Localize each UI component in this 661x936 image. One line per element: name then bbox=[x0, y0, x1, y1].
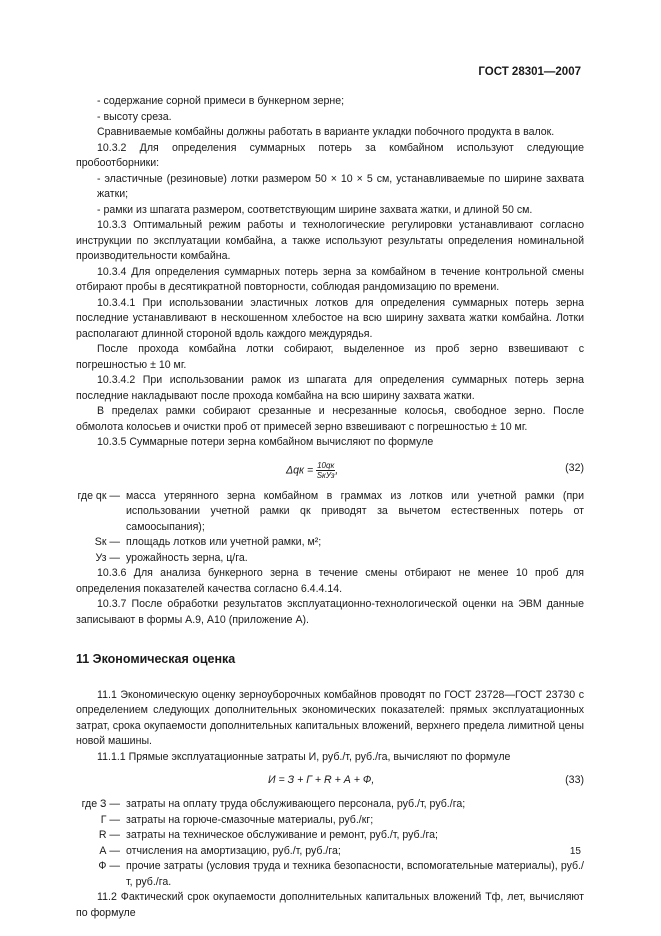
paragraphs-top bbox=[76, 94, 584, 451]
formula-33-number: (33) bbox=[565, 774, 584, 786]
page-number: 15 bbox=[569, 846, 581, 857]
paragraph: 11.1.1 Прямые эксплуатационные затраты И, руб./т, руб./га, вычисляют по формуле bbox=[97, 750, 511, 763]
paragraph: 10.3.6 Для анализа бункерного зерна в течение смены отбирают не менее 10 проб для определения показателей качества согласно 6.4.4.14. bbox=[76, 567, 584, 595]
paragraph: 10.3.4 Для определения суммарных потерь зерна за комбайном в течение контрольной смены отбирают пробы в десятикратной повторности, соблюдая рандомизацию по времени. bbox=[76, 265, 584, 293]
formula-32-expression bbox=[286, 461, 338, 480]
formula-33-definitions bbox=[50, 797, 584, 890]
definition-row bbox=[50, 828, 584, 844]
definition-symbol: Г — bbox=[100, 813, 120, 826]
definition-text: прочие затраты (условия труда и техника безопасности, вспомогательные материалы), руб./т, руб./га. bbox=[126, 860, 584, 888]
definition-text: масса утерянного зерна комбайном в граммах из лотков или учетной рамки (при использовании учетной рамки qк приводят за вычетом естественных потерь от самоосыпания); bbox=[126, 489, 584, 533]
definition-text: затраты на техническое обслуживание и ремонт, руб./т, руб./га; bbox=[126, 829, 438, 841]
formula-32-denominator: SкУз bbox=[316, 470, 335, 480]
definition-symbol: Ф — bbox=[98, 860, 120, 872]
formula-32-number: (32) bbox=[565, 461, 584, 474]
formula-32-tail: , bbox=[335, 463, 339, 476]
paragraph: После прохода комбайна лотки собирают, выделенное из проб зерно взвешивают с погрешностью ± 10 мг. bbox=[76, 343, 584, 371]
definition-text: урожайность зерна, ц/га. bbox=[126, 551, 248, 564]
definition-symbol: R — bbox=[98, 829, 120, 841]
paragraphs-middle bbox=[76, 566, 584, 628]
paragraph: 10.3.7 После обработки результатов эксплуатационно-технологической оценки на ЭВМ данные записывают в формы А.9, А10 (приложение А). bbox=[76, 598, 584, 626]
definition-text: отчисления на амортизацию, руб./т, руб./га; bbox=[126, 844, 341, 857]
paragraph: - высоту среза. bbox=[97, 110, 172, 123]
definition-row bbox=[50, 844, 584, 860]
definition-row bbox=[50, 813, 584, 829]
paragraph: 10.3.4.1 При использовании эластичных лотков для определения суммарных потерь зерна последние устанавливают в нескошенном хлебостое на всю ширину захвата жатки комбайна. Лотки располагают длинной стороной вдоль каждого междурядья. bbox=[76, 296, 584, 340]
formula-32 bbox=[76, 455, 584, 485]
paragraph: 10.3.5 Суммарные потери зерна комбайном вычисляют по формуле bbox=[97, 436, 434, 448]
document-code: ГОСТ 28301—2007 bbox=[478, 66, 581, 78]
definition-symbol: где qк — bbox=[77, 489, 120, 502]
paragraph: - содержание сорной примеси в бункерном зерне; bbox=[97, 95, 345, 107]
definition-symbol: Уз — bbox=[95, 551, 120, 564]
definition-row bbox=[50, 535, 584, 551]
paragraph: 10.3.2 Для определения суммарных потерь за комбайном используют следующие пробоотборники: bbox=[76, 141, 584, 169]
formula-33-expression: И = З + Г + R + А + Ф, bbox=[268, 774, 375, 786]
paragraph: В пределах рамки собирают срезанные и несрезанные колосья, свободное зерно. После обмолота колосьев и очистки проб от примесей зерно взвешивают с погрешностью ± 10 мг. bbox=[76, 405, 584, 433]
definition-row bbox=[50, 489, 584, 536]
formula-32-fraction bbox=[316, 461, 335, 480]
definition-symbol: А — bbox=[99, 844, 120, 857]
definition-row bbox=[50, 859, 584, 890]
definition-row bbox=[50, 797, 584, 813]
definition-row bbox=[50, 551, 584, 567]
paragraph: - рамки из шпагата размером, соответствующим ширине захвата жатки, и длиной 50 см. bbox=[97, 203, 533, 216]
formula-33 bbox=[76, 769, 584, 793]
definition-text: затраты на оплату труда обслуживающего персонала, руб./т, руб./га; bbox=[126, 798, 466, 810]
paragraph: 10.3.4.2 При использовании рамок из шпагата для определения суммарных потерь зерна последние накладывают после прохода комбайна на всю ширину захвата жатки. bbox=[76, 374, 584, 402]
definition-text: площадь лотков или учетной рамки, м²; bbox=[126, 536, 322, 548]
formula-32-definitions bbox=[50, 489, 584, 567]
paragraphs-section bbox=[76, 688, 584, 766]
page-content bbox=[76, 94, 584, 921]
paragraphs-last bbox=[76, 890, 584, 921]
paragraph: 11.1 Экономическую оценку зерноуборочных комбайнов проводят по ГОСТ 23728—ГОСТ 23730 с определением следующих дополнительных экономических показателей: прямых эксплуатационных затрат, срока окупаемости дополнительных капитальных вложений, верхнего предела лимитной цены новой машины. bbox=[76, 688, 584, 747]
definition-symbol: Sк — bbox=[94, 536, 120, 548]
paragraph: Сравниваемые комбайны должны работать в варианте укладки побочного продукта в валок. bbox=[97, 126, 555, 138]
section-title: 11 Экономическая оценка bbox=[76, 652, 236, 666]
formula-32-numerator: 10qк bbox=[317, 460, 335, 470]
definition-text: затраты на горюче-смазочные материалы, руб./кг; bbox=[126, 813, 374, 826]
paragraph: 10.3.3 Оптимальный режим работы и технологические регулировки устанавливают согласно инструкции по эксплуатации комбайна, а также используют результаты определения номинальной производительности комбайна. bbox=[76, 219, 584, 262]
definition-symbol: где З — bbox=[81, 798, 120, 810]
paragraph: - эластичные (резиновые) лотки размером 50 × 10 × 5 см, устанавливаемые по ширине захвата жатки; bbox=[97, 172, 584, 200]
paragraph: 11.2 Фактический срок окупаемости дополнительных капитальных вложений Тф, лет, вычисляют по формуле bbox=[76, 891, 584, 919]
formula-32-lhs: Δqк = bbox=[286, 463, 314, 476]
